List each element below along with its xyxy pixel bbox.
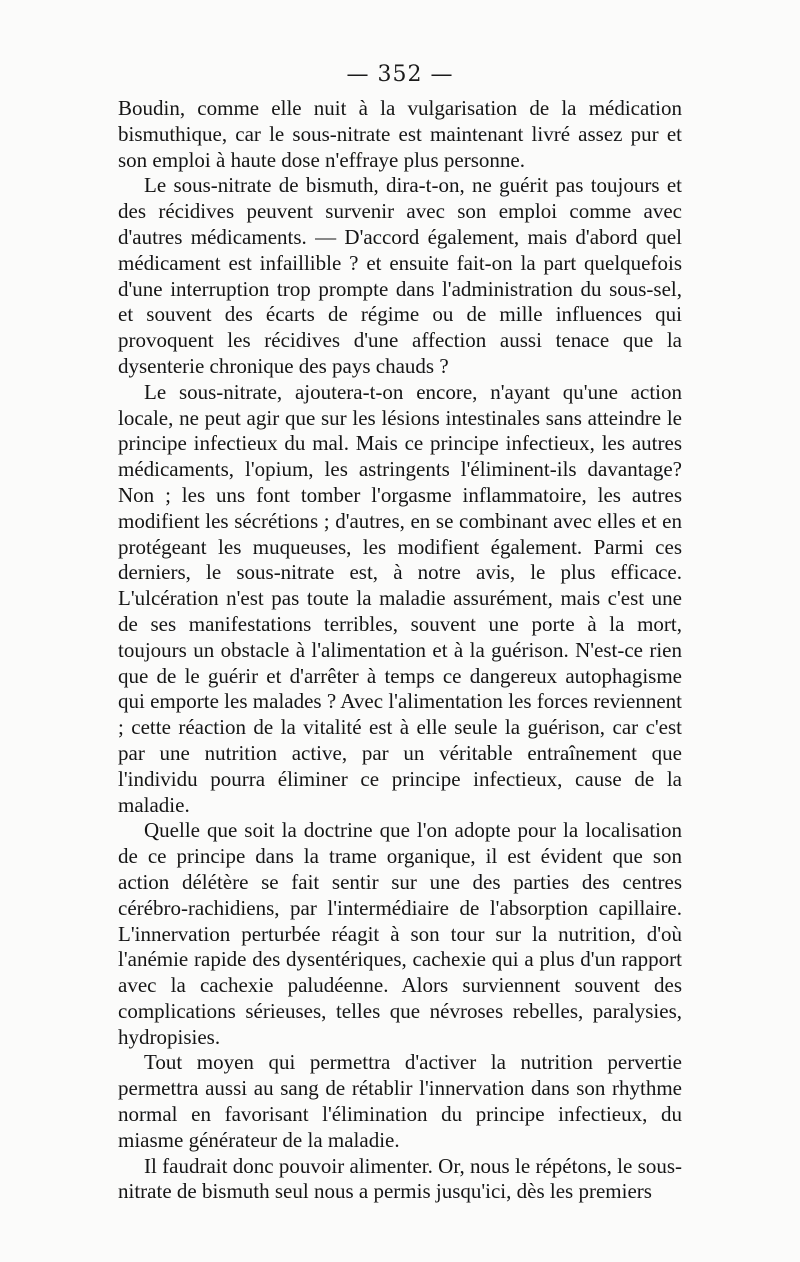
paragraph: Quelle que soit la doctrine que l'on adopte pour la localisation de ce principe dans la trame organique, il est évident que son action délétère se fait sentir sur une des parties des centres cérébro-rachidiens, par l'intermédiaire de l'absorption capillaire. L'innervation perturbée réagit à son tour sur la nutrition, d'où l'anémie rapide des dysentériques, cachexie qui a plus d'un rapport avec la cachexie paludéenne. Alors surviennent souvent des complications sérieuses, telles que névroses rebelles, paralysies, hydropisies. xyxy=(118,818,682,1049)
body-text xyxy=(118,96,682,1205)
paragraph: Tout moyen qui permettra d'activer la nutrition pervertie permettra aussi au sang de rétablir l'innervation dans son rhythme normal en favorisant l'élimination du principe infectieux, du miasme générateur de la maladie. xyxy=(118,1050,682,1152)
paragraph: Le sous-nitrate de bismuth, dira-t-on, ne guérit pas toujours et des récidives peuvent survenir avec son emploi comme avec d'autres médicaments. — D'accord également, mais d'abord quel médicament est infaillible ? et ensuite fait-on la part quelquefois d'une interruption trop prompte dans l'administration du sous-sel, et souvent des écarts de régime ou de mille influences qui provoquent les récidives d'une affection aussi tenace que la dysenterie chronique des pays chauds ? xyxy=(118,173,682,378)
paragraph: Il faudrait donc pouvoir alimenter. Or, nous le répétons, le sous-nitrate de bismuth seul nous a permis jusqu'ici, dès les premiers xyxy=(118,1153,682,1204)
page-number: — 352 — xyxy=(346,62,454,87)
paragraph: Boudin, comme elle nuit à la vulgarisation de la médication bismuthique, car le sous-nitrate est maintenant livré assez pur et son emploi à haute dose n'effraye plus personne. xyxy=(118,96,682,172)
paragraph: Le sous-nitrate, ajoutera-t-on encore, n'ayant qu'une action locale, ne peut agir que sur les lésions intestinales sans atteindre le principe infectieux du mal. Mais ce principe infectieux, les autres médicaments, l'opium, les astringents l'éliminent-ils davantage? Non ; les uns font tomber l'orgasme inflammatoire, les autres modifient les sécrétions ; d'autres, en se combinant avec elles et en protégeant les muqueuses, les modifient également. Parmi ces derniers, le sous-nitrate est, à notre avis, le plus efficace. L'ulcération n'est pas toute la maladie assurément, mais c'est une de ses manifestations terribles, souvent une porte à la mort, toujours un obstacle à l'alimentation et à la guérison. N'est-ce rien que de le guérir et d'arrêter à temps ce dangereux autophagisme qui emporte les malades ? Avec l'alimentation les forces reviennent ; cette réaction de la vitalité est à elle seule la guérison, car c'est par une nutrition active, par un véritable entraînement que l'individu pourra éliminer ce principe infectieux, cause de la maladie. xyxy=(118,379,682,817)
